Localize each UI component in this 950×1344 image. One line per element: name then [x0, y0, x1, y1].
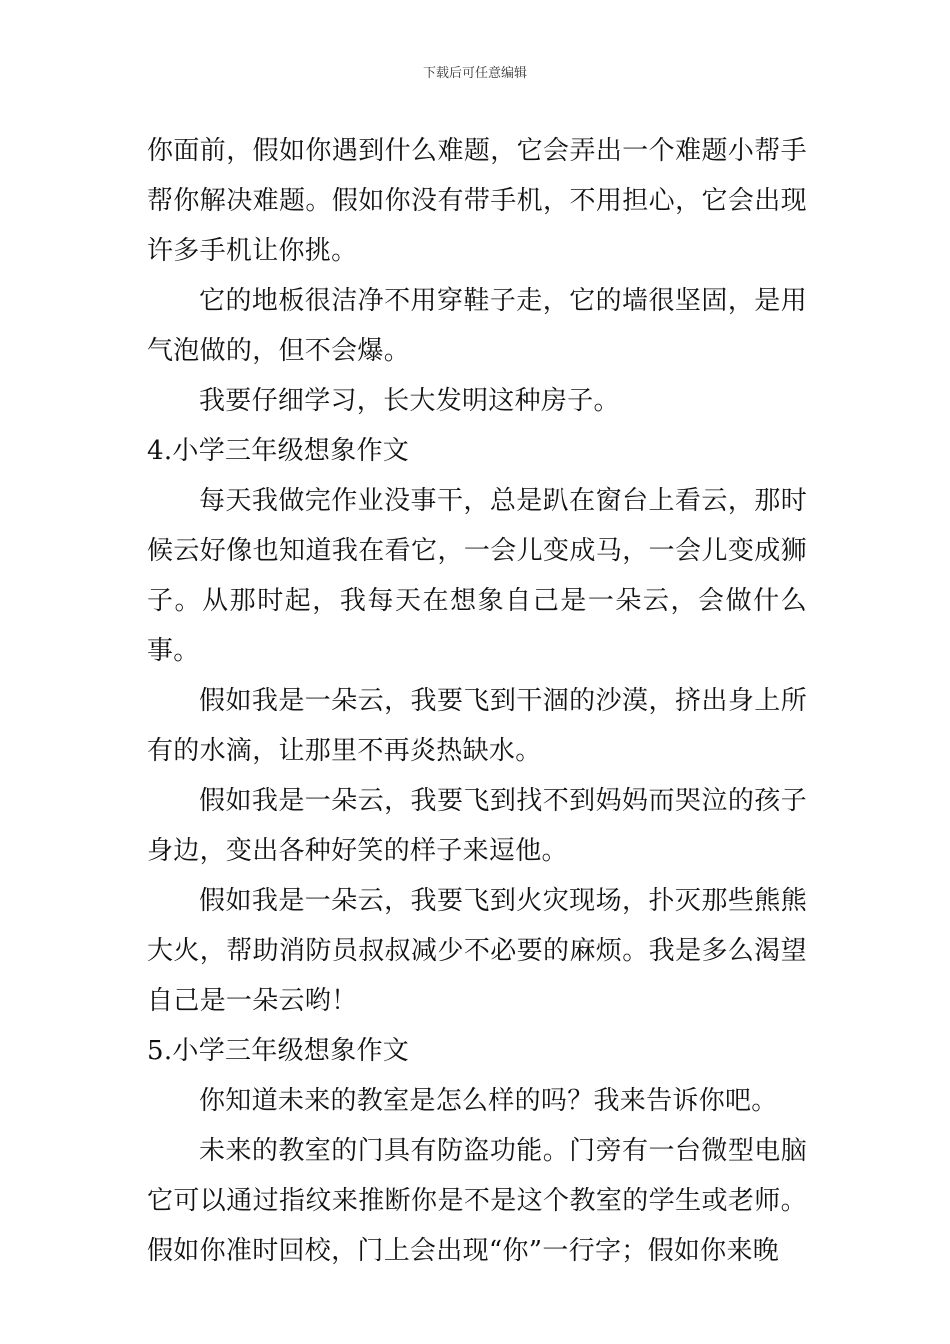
paragraph: 每天我做完作业没事干，总是趴在窗台上看云，那时候云好像也知道我在看它，一会儿变成马，一会儿变成狮子。从那时起，我每天在想象自己是一朵云，会做什么事。 [147, 486, 807, 666]
paragraph: 假如我是一朵云，我要飞到找不到妈妈而哭泣的孩子身边，变出各种好笑的样子来逗他。 [147, 786, 807, 866]
paragraph: 它的地板很洁净不用穿鞋子走，它的墙很坚固，是用气泡做的，但不会爆。 [147, 286, 807, 366]
section-heading: 4.小学三年级想象作文 [147, 436, 410, 466]
paragraph: 假如我是一朵云，我要飞到火灾现场，扑灭那些熊熊大火，帮助消防员叔叔减少不必要的麻烦。我是多么渴望自己是一朵云哟！ [147, 886, 807, 1016]
page-header: 下载后可任意编辑 [422, 66, 527, 81]
paragraph: 你面前，假如你遇到什么难题，它会弄出一个难题小帮手帮你解决难题。假如你没有带手机，不用担心，它会出现许多手机让你挑。 [147, 136, 807, 266]
paragraph: 我要仔细学习，长大发明这种房子。 [199, 386, 620, 416]
paragraph: 未来的教室的门具有防盗功能。门旁有一台微型电脑它可以通过指纹来推断你是不是这个教室的学生或老师。假如你准时回校，门上会出现“你”一行字；假如你来晚 [147, 1136, 807, 1266]
document-body [147, 126, 807, 1276]
paragraph: 假如我是一朵云，我要飞到干涸的沙漠，挤出身上所有的水滴，让那里不再炎热缺水。 [147, 686, 807, 766]
section-heading: 5.小学三年级想象作文 [147, 1036, 410, 1066]
paragraph: 你知道未来的教室是怎么样的吗？我来告诉你吧。 [199, 1086, 778, 1116]
